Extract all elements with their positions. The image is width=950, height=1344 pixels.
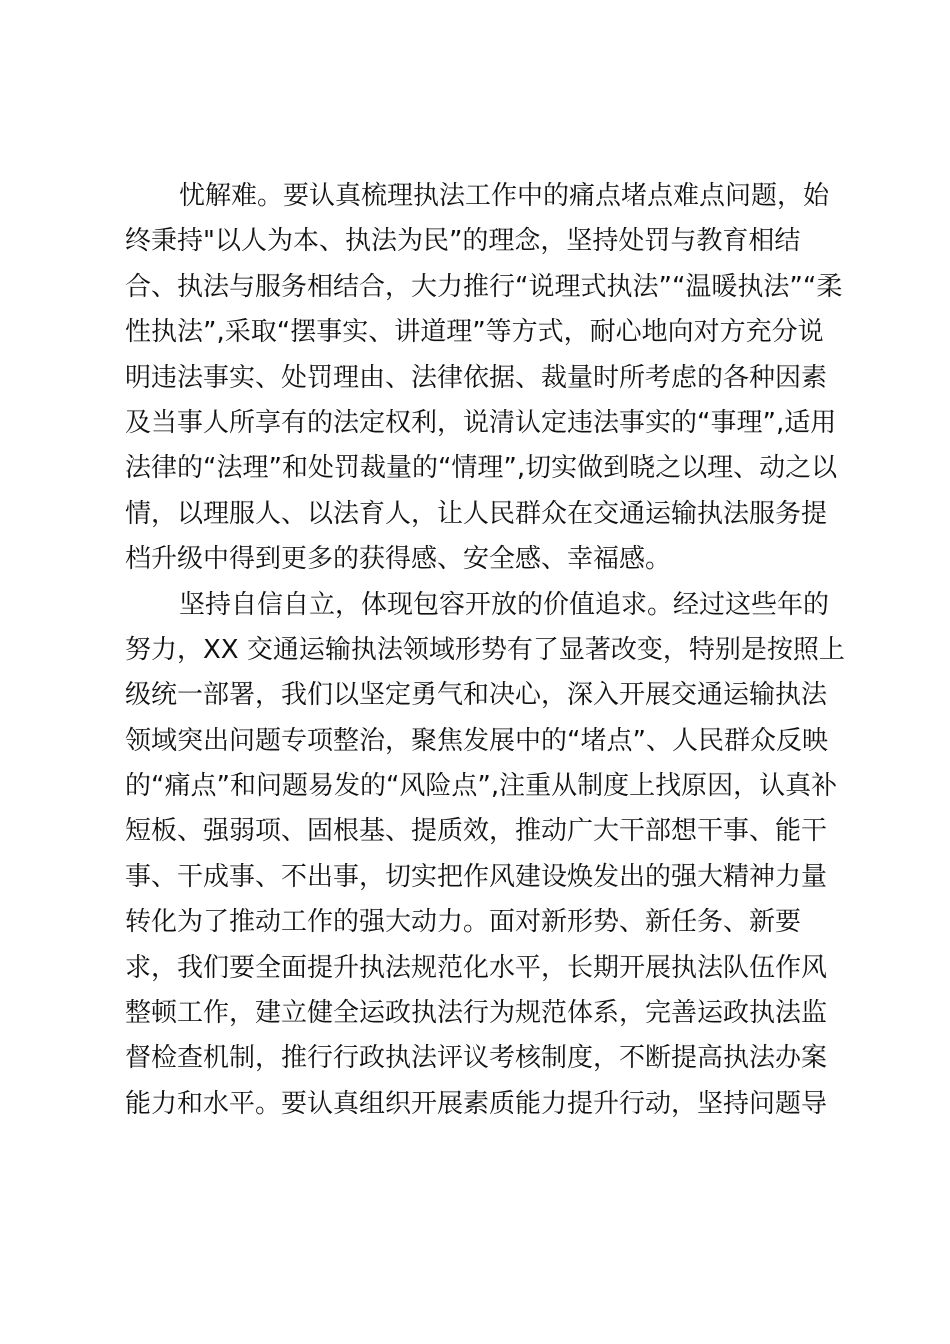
text-line: 性执法”,采取“摆事实、讲道理”等方式，耐心地向对方充分说 <box>125 317 824 348</box>
text-line: 能力和水平。要认真组织开展素质能力提升行动，坚持问题导 <box>125 1088 828 1119</box>
text-line: 事、干成事、不出事，切实把作风建设焕发出的强大精神力量 <box>125 861 828 892</box>
text-line: 及当事人所享有的法定权利，说清认定违法事实的“事理”,适用 <box>125 407 837 438</box>
text-line: 的“痛点”和问题易发的“风险点”,注重从制度上找原因，认真补 <box>125 771 838 802</box>
text-line: 忧解难。要认真梳理执法工作中的痛点堵点难点问题，始 <box>179 181 830 211</box>
text-line: 情，以理服人、以法育人，让人民群众在交通运输执法服务提 <box>125 498 828 529</box>
text-line: 档升级中得到更多的获得感、安全感、幸福感。 <box>125 544 672 575</box>
text-line: 明违法事实、处罚理由、法律依据、裁量时所考虑的各种因素 <box>125 362 828 393</box>
text-line: 整顿工作，建立健全运政执法行为规范体系，完善运政执法监 <box>125 998 828 1029</box>
text-line: 合、执法与服务相结合，大力推行“说理式执法”“温暖执法”“柔 <box>125 271 843 302</box>
text-line: 短板、强弱项、固根基、提质效，推动广大干部想干事、能干 <box>125 816 828 847</box>
text-line: 督检查机制，推行行政执法评议考核制度，不断提高执法办案 <box>125 1043 828 1074</box>
text-line: 坚持自信自立，体现包容开放的价值追求。经过这些年的 <box>179 589 830 620</box>
paragraph-2 <box>125 583 845 1128</box>
body-text <box>125 174 845 1127</box>
text-line: 级统一部署，我们以坚定勇气和决心，深入开展交通运输执法 <box>125 680 828 711</box>
text-line: 领域突出问题专项整治，聚焦发展中的“堵点”、人民群众反映 <box>125 725 828 756</box>
text-line: 法律的“法理”和处罚裁量的“情理”,切实做到晓之以理、动之以 <box>125 453 838 484</box>
text-line: 转化为了推动工作的强大动力。面对新形势、新任务、新要 <box>125 907 802 938</box>
text-line: 努力，XX 交通运输执法领域形势有了显著改变，特别是按照上 <box>125 634 845 665</box>
text-line: 求，我们要全面提升执法规范化水平，长期开展执法队伍作风 <box>125 952 828 983</box>
paragraph-1 <box>125 174 845 583</box>
text-line: 终秉持"以人为本、执法为民”的理念，坚持处罚与教育相结 <box>125 226 801 257</box>
